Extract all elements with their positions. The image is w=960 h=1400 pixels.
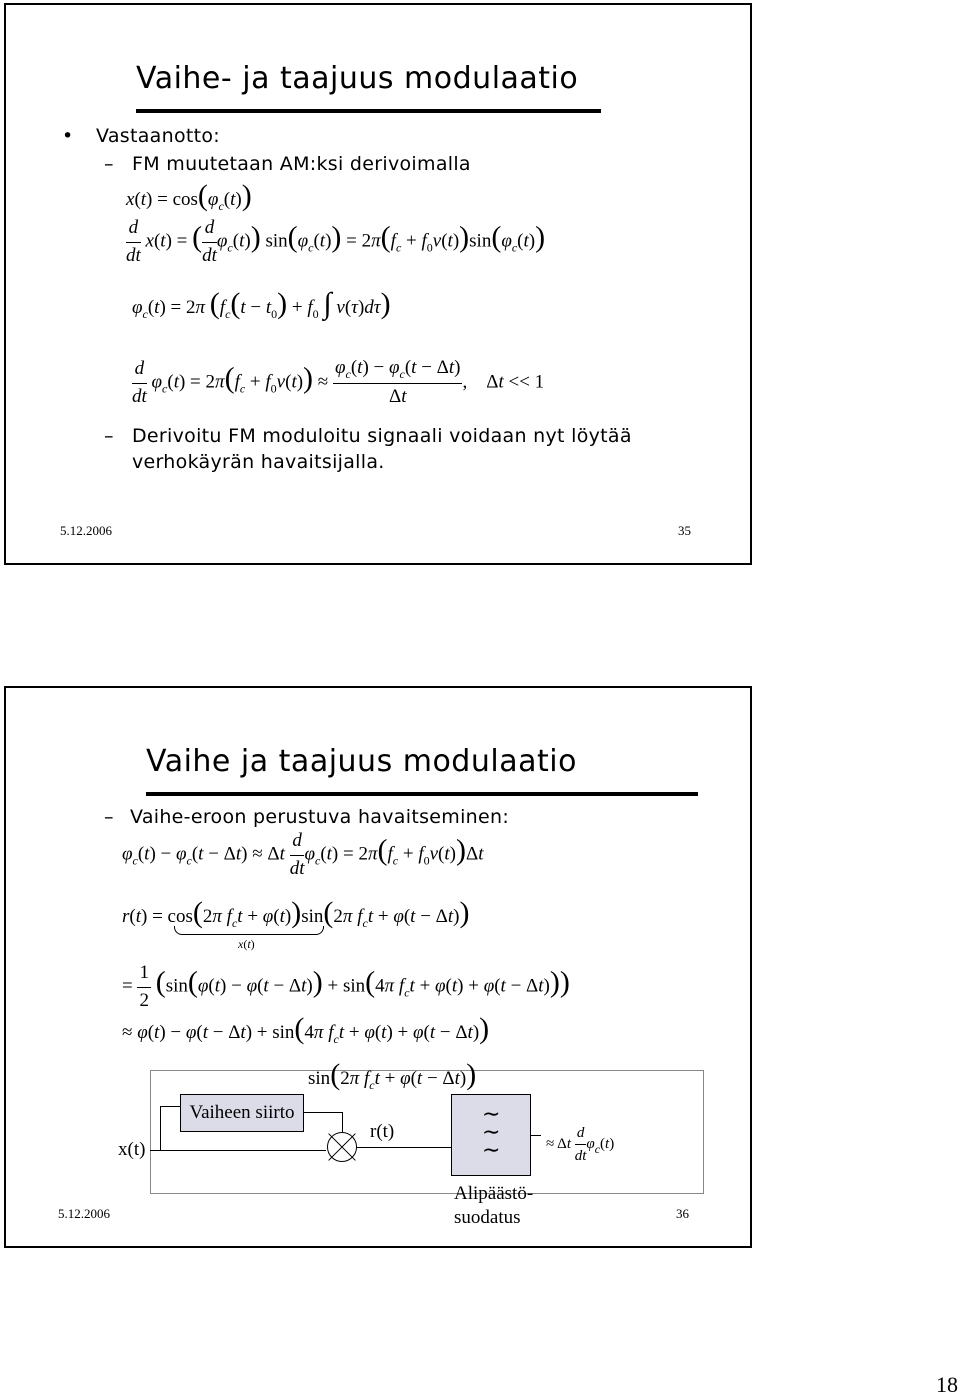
equation-r: r(t) = cos(2π $f_ct + \varphi(t))\sin(2\pi$ $f_ct + \varphi(t - \Delta t)$)	[122, 896, 470, 930]
lowpass-label-2: suodatus	[454, 1207, 521, 1228]
slide-number: 36	[676, 1206, 689, 1221]
underbrace-label: x(t)	[238, 937, 255, 951]
equation-half: = $\frac{1}{2}$ (sin(φ(t) − φ(t − Δt)) + sin(4π $f_ct + \varphi(t) + \varphi(t - \Delta t)$))	[122, 962, 570, 1011]
bullet-text: Vastaanotto:	[96, 125, 220, 147]
lowpass-filter-block	[451, 1094, 531, 1176]
equation-approx: ≈ φ(t) − φ(t − Δt) + sin(4π $f_ct + \varphi(t) + \varphi(t - \Delta t)$)	[122, 1012, 490, 1046]
sub-bullet-1: FM muutetaan AM:ksi derivoimalla	[132, 153, 471, 175]
mixer-output-label: r(t)	[370, 1121, 395, 1142]
dash-2: –	[104, 425, 114, 447]
split-line	[160, 1106, 161, 1150]
equation-x: $x(t) = \cos(\varphi_c(t))$	[126, 179, 252, 213]
mixer-out-line	[357, 1147, 451, 1148]
title-rule	[146, 792, 698, 796]
dash-1: –	[104, 806, 114, 828]
slide-number: 35	[678, 523, 691, 538]
equation-phase: $\varphi_c(t) = 2\pi$ ($f_c(t - t_0) + f_0$ ∫ v(τ)dτ)	[132, 287, 391, 321]
diagram-input-label: x(t)	[118, 1139, 146, 1160]
sub-bullet-2-line1: Derivoitu FM moduloitu signaali voidaan nyt löytää	[132, 425, 632, 447]
title-rule	[136, 109, 601, 113]
slide-title: Vaihe- ja taajuus modulaatio	[136, 61, 579, 96]
bullet-dot: •	[62, 125, 74, 147]
to-shifter-line	[160, 1106, 180, 1107]
slide-title: Vaihe ja taajuus modulaatio	[146, 744, 577, 779]
filter-wave-icon: ∼ ∼ ∼	[482, 1101, 501, 1162]
slide-35	[4, 3, 752, 565]
slide-36	[4, 686, 752, 1248]
mixer-icon	[327, 1132, 357, 1162]
slide-date: 5.12.2006	[58, 1206, 110, 1221]
dash-1: –	[104, 153, 114, 175]
page-number: 18	[936, 1372, 958, 1397]
slide-date: 5.12.2006	[60, 523, 112, 538]
equation-phase-derivative: $\frac{d}{dt}$ $\varphi_c(t) = 2\pi(f_c + f_0v(t))$ ≈ $\frac{\varphi_c(t) - \varphi_c(t - \Delta t)}{\Delta t}$ , Δt << 1	[132, 357, 545, 408]
filter-out-line	[531, 1135, 541, 1136]
lowpass-label-1: Alipäästö-	[454, 1183, 534, 1204]
input-line	[150, 1150, 326, 1151]
equation-phase-difference: $\varphi_c(t) - \varphi_c(t - \Delta t) \approx \Delta t$ $\frac{d}{dt}$ $\varphi_c(t) = 2\pi(f_c + f_0v(t))\Delta t$	[122, 830, 484, 879]
underbrace	[174, 926, 324, 935]
phase-shift-block: Vaiheen siirto	[180, 1094, 304, 1132]
output-formula: ≈ Δt $\frac{d}{dt}$ $\varphi_c(t)$	[546, 1125, 615, 1164]
equation-derivative-x: $\frac{d}{dt}$ x(t) = ( $\frac{d}{dt}$ $\varphi_c(t)$) $\sin(\varphi_c(t)) = 2\pi(f_c + f_0v(t))\sin(\varphi_c(t))$	[126, 217, 546, 266]
sub-bullet-1: Vaihe-eroon perustuva havaitseminen:	[130, 806, 510, 828]
sub-bullet-2-line2: verhokäyrän havaitsijalla.	[132, 451, 385, 473]
shifter-down-line	[342, 1112, 343, 1132]
shifter-out-line	[304, 1112, 342, 1113]
sin-label: sin(2π $f_ct + \varphi(t - \Delta t)$)	[308, 1058, 477, 1092]
